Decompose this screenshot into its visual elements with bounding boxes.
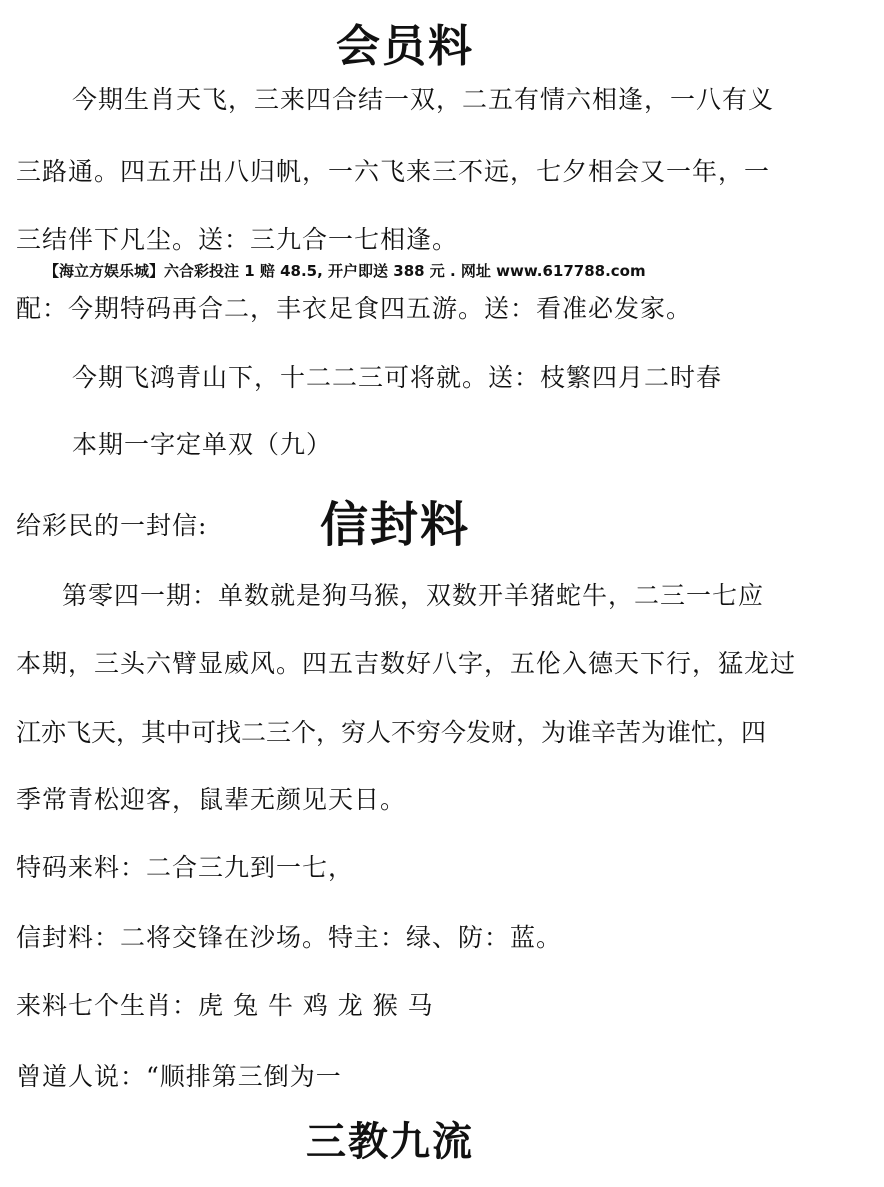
title-xinfengliao: 信封料 bbox=[320, 497, 471, 553]
letter-line-2: 本期，三头六臂显威风。四五吉数好八字，五伦入德天下行，猛龙过 bbox=[16, 649, 797, 678]
letter-line-4: 季常青松迎客，鼠辈无颜见天日。 bbox=[16, 785, 407, 814]
zeng-line: 曾道人说：“顺排第三倒为一 bbox=[16, 1062, 342, 1091]
letter-label: 给彩民的一封信: bbox=[16, 511, 208, 540]
title-sanjiaojiuliu: 三教九流 bbox=[306, 1119, 474, 1165]
title-huiyuanliao: 会员料 bbox=[336, 21, 474, 72]
envelope-line: 信封料：二将交锋在沙场。特主：绿、防：蓝。 bbox=[16, 923, 563, 952]
danshuang-line: 本期一字定单双（九） bbox=[72, 430, 333, 459]
special-code-line: 特码来料：二合三九到一七， bbox=[16, 853, 355, 882]
letter-line-3: 江亦飞天，其中可找二三个，穷人不穷今发财，为谁辛苦为谁忙，四 bbox=[16, 718, 767, 747]
pei-line: 配：今期特码再合二，丰衣足食四五游。送：看准必发家。 bbox=[16, 294, 693, 323]
poem-line-3: 三结伴下凡尘。送：三九合一七相逢。 bbox=[16, 225, 459, 254]
poem-line-1: 今期生肖天飞，三来四合结一双，二五有情六相逢，一八有义 bbox=[72, 85, 775, 114]
letter-line-1: 第零四一期：单数就是狗马猴，双数开羊猪蛇牛，二三一七应 bbox=[62, 581, 765, 610]
poem-line-2: 三路通。四五开出八归帆，一六飞来三不远，七夕相会又一年，一 bbox=[16, 157, 771, 186]
ad-banner: 【海立方娱乐城】六合彩投注 1 赔 48.5, 开户即送 388 元 . 网址 www.617788.com bbox=[44, 262, 646, 280]
zodiac-line: 来料七个生肖：虎 兔 牛 鸡 龙 猴 马 bbox=[16, 991, 434, 1020]
feihong-line: 今期飞鸿青山下，十二二三可将就。送：枝繁四月二时春 bbox=[72, 363, 723, 392]
